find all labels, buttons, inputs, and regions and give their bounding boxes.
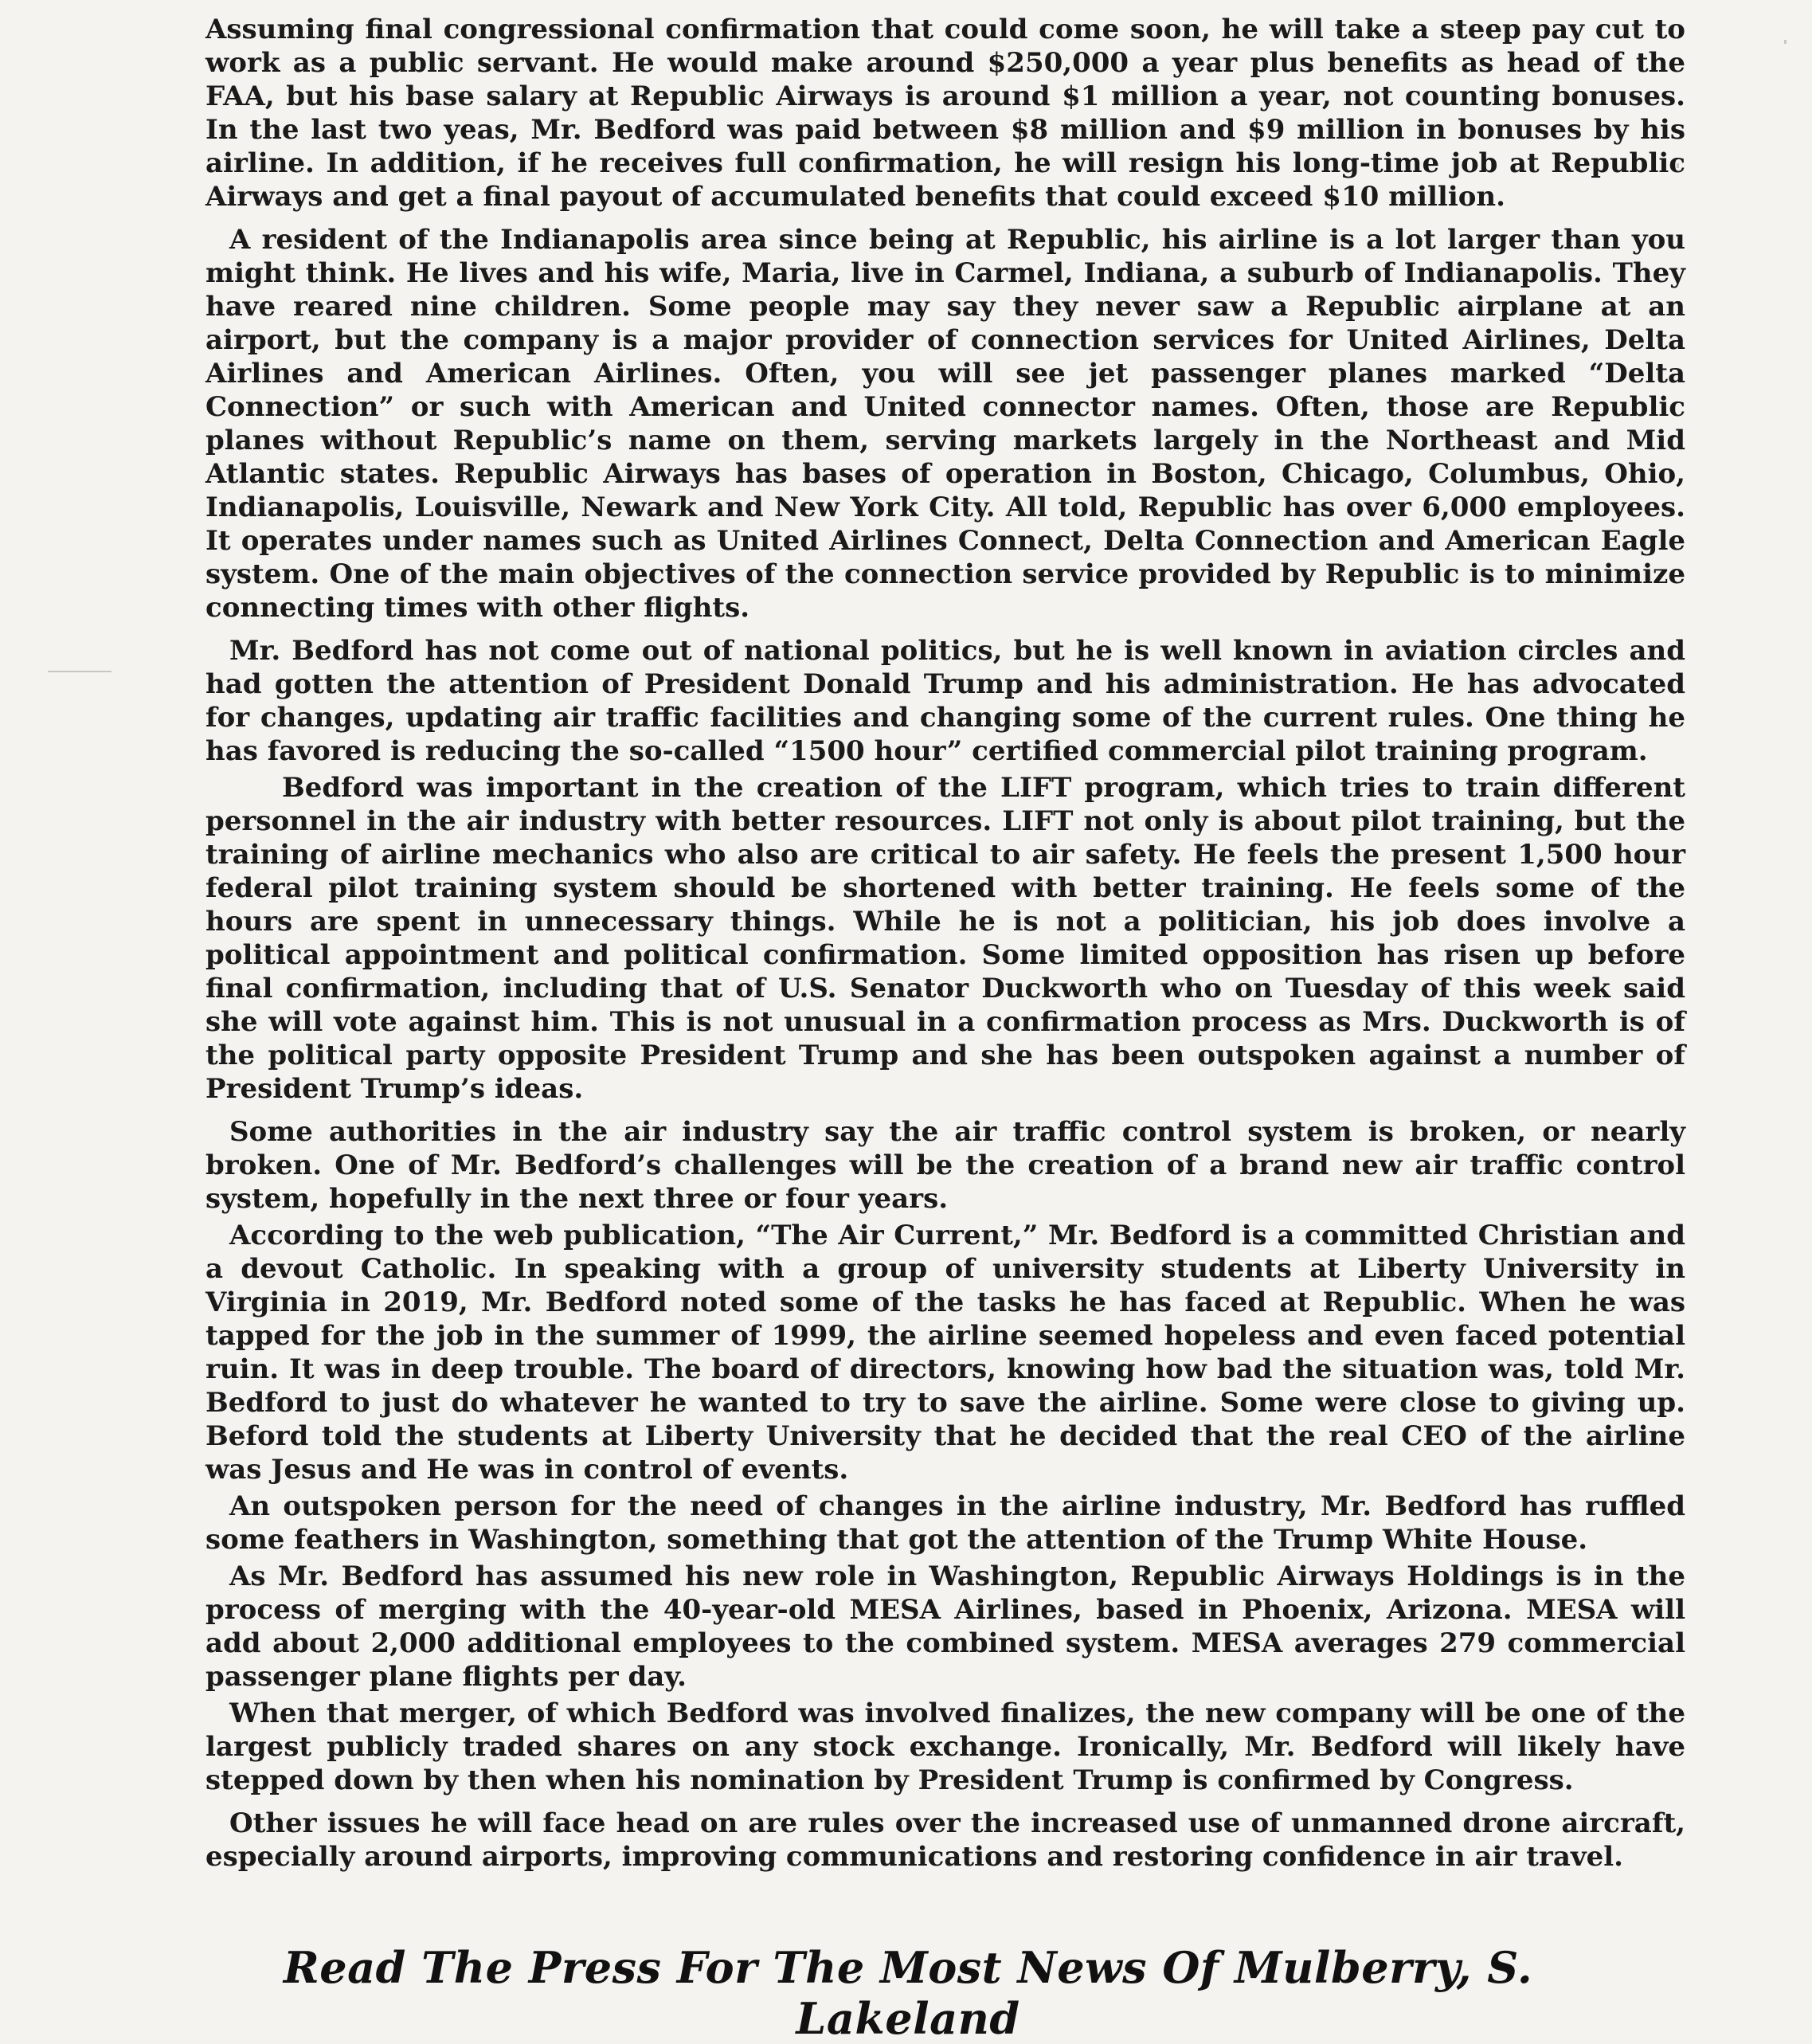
article-paragraph: A resident of the Indianapolis area since being at Republic, his airline is a lot larger than you might think. He lives and his wife, Maria, live in Carmel, Indiana, a suburb of Indianapolis. They have reared nine children. Some people may say they never saw a Republic airplane at an airport, but the company is a major provider of connection services for United Airlines, Delta Airlines and American Airlines. Often, you will see jet passenger planes marked “Delta Connection” or such with American and United connector names. Often, those are Republic planes without Republic’s name on them, serving markets largely in the Northeast and Mid Atlantic states. Republic Airways has bases of operation in Boston, Chicago, Columbus, Ohio, Indianapolis, Louisville, Newark and New York City. All told, Republic has over 6,000 employees. It operates under names such as United Airlines Connect, Delta Connection and American Eagle system. One of the main objectives of the connection service provided by Republic is to minimize connecting times with other flights. [205,224,1685,624]
scan-speck [48,671,112,672]
article-paragraph: An outspoken person for the need of changes in the airline industry, Mr. Bedford has ruffled some feathers in Washington, something that got the attention of the Trump White House. [205,1490,1685,1556]
article-paragraph: Other issues he will face head on are rules over the increased use of unmanned drone aircraft, especially around airports, improving communications and restoring confidence in air travel. [205,1807,1685,1873]
footer-tagline: Read The Press For The Most News Of Mulberry, S. Lakeland [283,1942,1533,2044]
article-paragraph: According to the web publication, “The Air Current,” Mr. Bedford is a committed Christian and a devout Catholic. In speaking with a group of university students at Liberty University in Virginia in 2019, Mr. Bedford noted some of the tasks he has faced at Republic. When he was tapped for the job in the summer of 1999, the airline seemed hopeless and even faced potential ruin. It was in deep trouble. The board of directors, knowing how bad the situation was, told Mr. Bedford to just do whatever he wanted to try to save the airline. Some were close to giving up. Beford told the students at Liberty University that he decided that the real CEO of the airline was Jesus and He was in control of events. [205,1220,1685,1486]
article-paragraph: Some authorities in the air industry say the air traffic control system is broken, or nearly broken. One of Mr. Bedford’s challenges will be the creation of a brand new air traffic control system, hopefully in the next three or four years. [205,1116,1685,1215]
article-body [205,13,1685,1883]
article-paragraph: Mr. Bedford has not come out of national politics, but he is well known in aviation circles and had gotten the attention of President Donald Trump and his administration. He has advocated for changes, updating air traffic facilities and changing some of the current rules. One thing he has favored is reducing the so-called “1500 hour” certified commercial pilot training program. [205,635,1685,767]
article-paragraph: When that merger, of which Bedford was involved finalizes, the new company will be one of the largest publicly traded shares on any stock exchange. Ironically, Mr. Bedford will likely have stepped down by then when his nomination by President Trump is confirmed by Congress. [205,1697,1685,1796]
article-paragraph: As Mr. Bedford has assumed his new role in Washington, Republic Airways Holdings is in the process of merging with the 40-year-old MESA Airlines, based in Phoenix, Arizona. MESA will add about 2,000 additional employees to the combined system. MESA averages 279 commercial passenger plane flights per day. [205,1560,1685,1693]
scan-speck [1784,40,1787,44]
article-paragraph: Assuming final congressional confirmation that could come soon, he will take a steep pay cut to work as a public servant. He would make around $250,000 a year plus benefits as head of the FAA, but his base salary at Republic Airways is around $1 million a year, not counting bonuses. In the last two yeas, Mr. Bedford was paid between $8 million and $9 million in bonuses by his airline. In addition, if he receives full confirmation, he will resign his long-time job at Republic Airways and get a final payout of accumulated benefits that could exceed $10 million. [205,14,1685,213]
article-paragraph: Bedford was important in the creation of the LIFT program, which tries to train different personnel in the air industry with better resources. LIFT not only is about pilot training, but the training of airline mechanics who also are critical to air safety. He feels the present 1,500 hour federal pilot training system should be shortened with better training. He feels some of the hours are spent in unnecessary things. While he is not a politician, his job does involve a political appointment and political confirmation. Some limited opposition has risen up before final confirmation, including that of U.S. Senator Duckworth who on Tuesday of this week said she will vote against him. This is not unusual in a confirmation process as Mrs. Duckworth is of the political party opposite President Trump and she has been outspoken against a number of President Trump’s ideas. [205,772,1685,1105]
